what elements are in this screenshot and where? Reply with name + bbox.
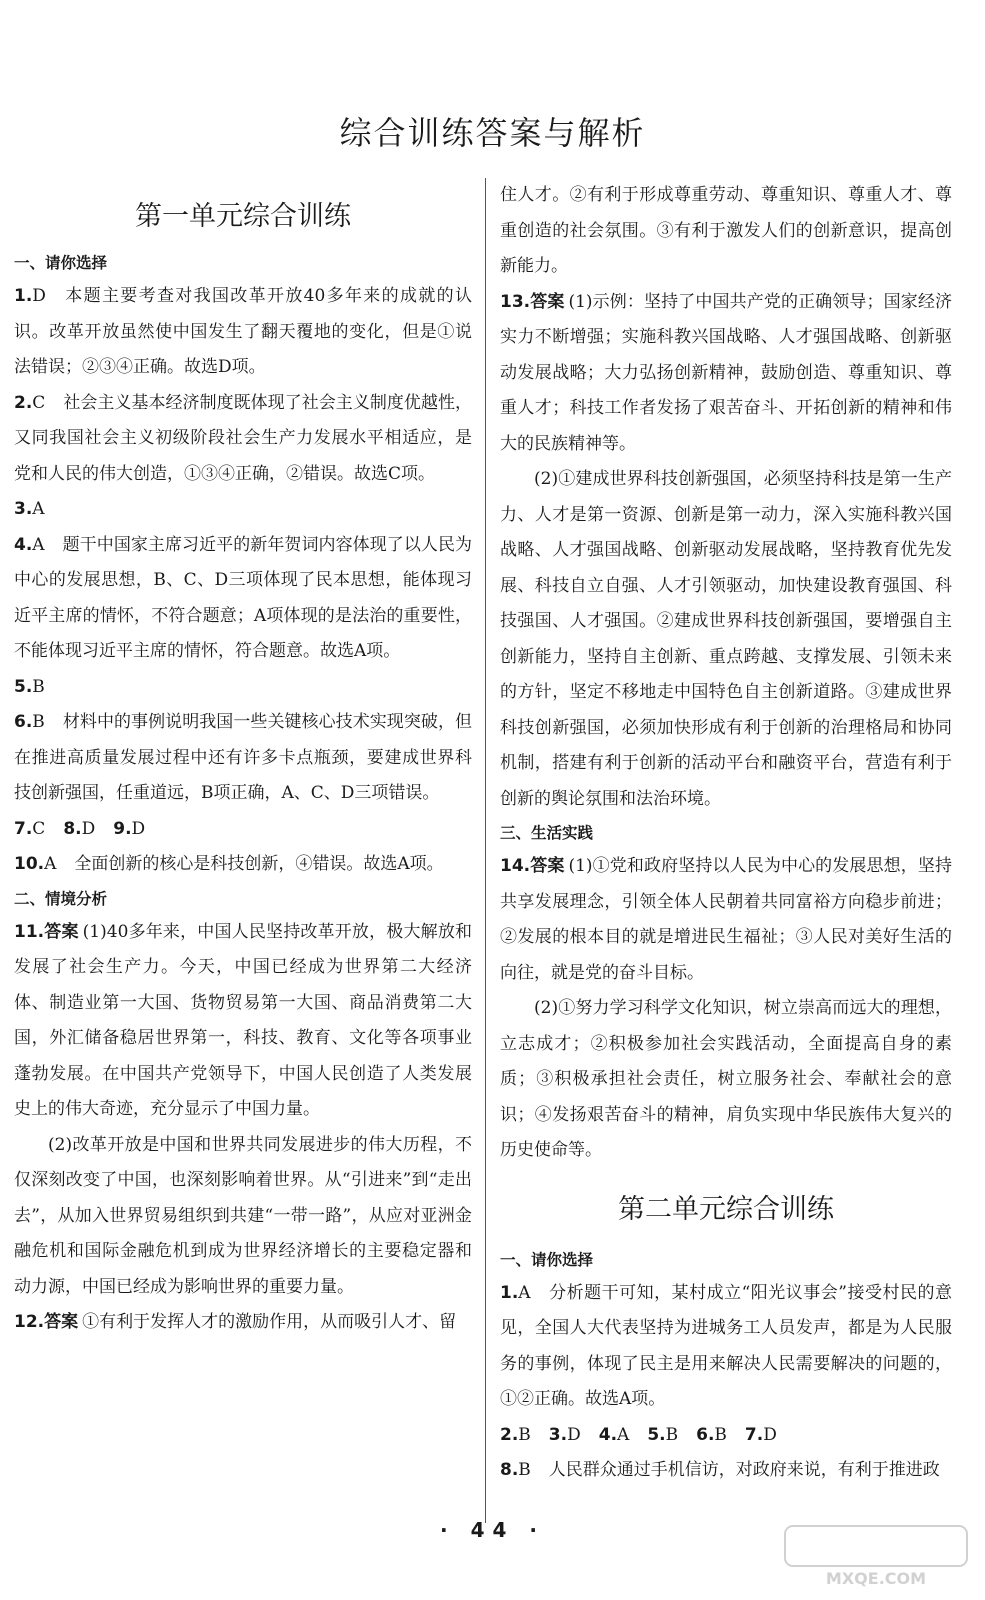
answer-item-13-part2: (2)①建成世界科技创新强国，必须坚持科技是第一生产力、人才是第一资源、创新是第一动力，深入实施科教兴国战略、人才强国战略、创新驱动发展战略，坚持教育优先发展、科技自立自强、人才引领驱动，加快建设教育强国、科技强国、人才强国。②建成世界科技创新强国，要增强自主创新能力，坚持自主创新、重点跨越、支撑发展、引领未来的方针，坚定不移地走中国特色自主创新道路。③建成世界科技创新强国，必须加快形成有利于创新的治理格局和协同机制，搭建有利于创新的活动平台和融资平台，营造有利于创新的舆论氛围和法治环境。 [500,469,952,809]
column-divider [485,178,486,1523]
unit2-answer-item-8: 8.B 人民群众通过手机信访，对政府来说，有利于推进政 [500,1460,940,1480]
answer-item-14-part1: 14.答案 (1)①党和政府坚持以人民为中心的发展思想，坚持共享发展理念，引领全体人民朝着共同富裕方向稳步前进；②发展的根本目的就是增进民生福祉；③人民对美好生活的向往，就是党的奋斗目标。 [500,856,952,983]
section-heading-practice: 三、生活实践 [500,824,594,842]
section-heading-scenario: 二、情境分析 [14,889,108,908]
answer-item-1: 1.D 本题主要考查对我国改革开放40多年来的成就的认识。改革开放虽然使中国发生了翻天覆地的变化，但是①说法错误；②③④正确。故选D项。 [14,286,472,377]
left-column [14,188,472,1545]
answer-item-6: 6.B 材料中的事例说明我国一些关键核心技术实现突破，但在推进高质量发展过程中还有许多卡点瓶颈，要建成世界科技创新强国，任重道远，B项正确，A、C、D三项错误。 [14,712,472,803]
page-number: · 44 · [440,1518,545,1542]
section-heading-choice: 一、请你选择 [14,254,108,272]
answer-item-12-continued: 住人才。②有利于形成尊重劳动、尊重知识、尊重人才、尊重创造的社会氛围。③有利于激发人们的创新意识，提高创新能力。 [500,185,952,276]
answer-item-13-part1: 13.答案 (1)示例：坚持了中国共产党的正确领导；国家经济实力不断增强；实施科教兴国战略、人才强国战略、创新驱动发展战略；大力弘扬创新精神，鼓励创造、尊重知识、尊重人才；科技工作者发扬了艰苦奋斗、开拓创新的精神和伟大的民族精神等。 [500,291,952,454]
right-column [500,178,952,1545]
answer-item-5: 5.B [14,676,45,697]
section-heading-choice-2: 一、请你选择 [500,1250,594,1269]
watermark-logo [781,1522,971,1592]
page-number-value: 44 [470,1518,515,1542]
page-title: 综合训练答案与解析 [339,114,646,152]
answer-item-12: 12.答案 ①有利于发挥人才的激励作用，从而吸引人才、留 [14,1312,457,1332]
answer-item-10: 10.A 全面创新的核心是科技创新，④错误。故选A项。 [14,854,444,874]
answer-items-7-9: 7.C 8.D 9.D [14,818,146,839]
answer-item-4: 4.A 题干中国家主席习近平的新年贺词内容体现了以人民为中心的发展思想，B、C、D三项体现了民本思想，能体现习近平主席的情怀，不符合题意；A项体现的是法治的重要性，不能体现习近平主席的情怀，符合题意。故选A项。 [14,534,472,661]
answer-item-3: 3.A [14,499,45,519]
unit2-answer-item-1: 1.A 分析题干可知，某村成立“阳光议事会”接受村民的意见，全国人大代表坚持为进城务工人员发声，都是为人民服务的事例，体现了民主是用来解决人民需要解决的问题的，①②正确。故选A项。 [500,1282,952,1409]
watermark-text: MXQE.COM [825,1569,927,1588]
unit-title-2: 第二单元综合训练 [618,1193,834,1225]
unit2-answer-items-2-7: 2.B 3.D 4.A 5.B 6.B 7.D [500,1424,777,1445]
answer-item-11-part1: 11.答案 (1)40多年来，中国人民坚持改革开放，极大解放和发展了社会生产力。今天，中国已经成为世界第二大经济体、制造业第一大国、货物贸易第一大国、商品消费第二大国，外汇储备稳居世界第一，科技、教育、文化等各项事业蓬勃发展。在中国共产党领导下，中国人民创造了人类发展史上的伟大奇迹，充分显示了中国力量。 [14,921,472,1119]
answer-item-2: 2.C 社会主义基本经济制度既体现了社会主义制度优越性，又同我国社会主义初级阶段社会生产力发展水平相适应，是党和人民的伟大创造，①③④正确，②错误。故选C项。 [14,392,472,484]
unit-title-1: 第一单元综合训练 [135,201,351,232]
answer-item-11-part2: (2)改革开放是中国和世界共同发展进步的伟大历程，不仅深刻改变了中国，也深刻影响着世界。从“引进来”到“走出去”，从加入世界贸易组织到共建“一带一路”，从应对亚洲金融危机和国际金融危机到成为世界经济增长的主要稳定器和动力源，中国已经成为影响世界的重要力量。 [14,1134,472,1297]
answer-item-14-part2: (2)①努力学习科学文化知识，树立崇高而远大的理想，立志成才；②积极参加社会实践活动，全面提高自身的素质；③积极承担社会责任，树立服务社会、奉献社会的意识；④发扬艰苦奋斗的精神，肩负实现中华民族伟大复兴的历史使命等。 [500,998,952,1160]
